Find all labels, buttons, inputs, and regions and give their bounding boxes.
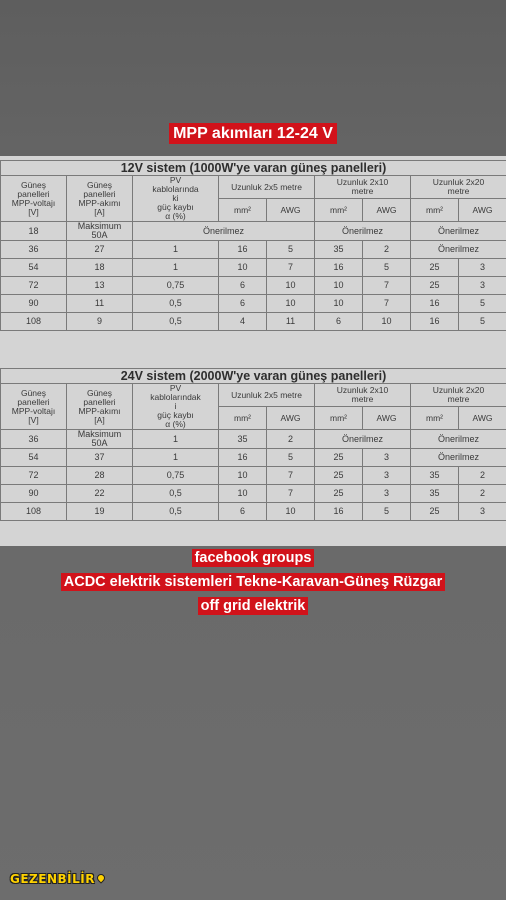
cell-2x10-mm2: 16 [315, 503, 363, 521]
cell-loss: 0,75 [133, 467, 219, 485]
cell-2x5-awg: 10 [267, 277, 315, 295]
cell-2x10: Önerilmez [315, 430, 411, 449]
mm2-header: mm² [411, 199, 459, 222]
table-24v [0, 368, 506, 521]
cell-2x10-awg: 5 [363, 259, 411, 277]
cell-2x20-awg: 2 [459, 485, 506, 503]
cell-2x20-mm2: 25 [411, 503, 459, 521]
cell-2x20-awg: 3 [459, 503, 506, 521]
header-line: Güneş [20, 179, 47, 190]
cell-2x5-mm2: 10 [219, 485, 267, 503]
header-line: [A] [94, 206, 105, 217]
cell-loss-and-2x5: Önerilmez [133, 222, 315, 241]
awg-header: AWG [267, 407, 315, 430]
top-caption [0, 124, 506, 144]
awg-header: AWG [363, 199, 411, 222]
table-24v-body [1, 430, 506, 521]
awg-header: AWG [459, 199, 506, 222]
cell-2x20-awg: 5 [459, 295, 506, 313]
gezenbilir-logo [10, 872, 105, 890]
logo-text: GEZENBİLİR [10, 872, 95, 886]
cell-loss: 1 [133, 241, 219, 259]
col-current-header [67, 176, 133, 222]
map-pin-icon [95, 872, 106, 883]
cell-2x20: Önerilmez [411, 241, 506, 259]
table-24v-title: 24V sistem (2000W'ye varan güneş panelleri) [1, 369, 506, 384]
header-line: metre [351, 186, 374, 196]
len-2x10-header [315, 384, 411, 407]
cell-2x5-mm2: 16 [219, 241, 267, 259]
cell-current: 11 [67, 295, 133, 313]
len-2x5-header: Uzunluk 2x5 metre [219, 176, 315, 199]
cell-2x10: Önerilmez [315, 222, 411, 241]
cell-voltage: 18 [1, 222, 67, 241]
header-line: Güneş [86, 179, 113, 190]
cell-loss: 1 [133, 449, 219, 467]
header-line: MPP-akımı [78, 405, 121, 416]
cell-2x10-mm2: 16 [315, 259, 363, 277]
header-line: MPP-akımı [78, 197, 121, 208]
col-loss-header [133, 176, 219, 222]
cell-2x20-awg: 5 [459, 313, 506, 331]
cell-2x5-awg: 5 [267, 449, 315, 467]
cell-2x10-awg: 7 [363, 295, 411, 313]
header-line: Güneş [20, 387, 47, 398]
len-2x10-header [315, 176, 411, 199]
header-line: MPP-voltajı [11, 197, 56, 208]
cell-2x10-awg: 3 [363, 449, 411, 467]
col-loss-header [133, 384, 219, 430]
cell-voltage: 54 [1, 449, 67, 467]
cell-2x10-awg: 5 [363, 503, 411, 521]
table-row [1, 430, 506, 449]
cell-2x10-mm2: 25 [315, 485, 363, 503]
cell-2x5-mm2: 6 [219, 503, 267, 521]
cell-current: 28 [67, 467, 133, 485]
cell-voltage: 90 [1, 485, 67, 503]
table-row [1, 241, 506, 259]
cell-loss: 1 [133, 259, 219, 277]
mm2-header: mm² [315, 199, 363, 222]
cell-2x20-mm2: 35 [411, 467, 459, 485]
header-line: Güneş [86, 387, 113, 398]
cell-2x5-awg: 7 [267, 259, 315, 277]
header-line: α (%) [165, 211, 186, 221]
cell-voltage: 36 [1, 430, 67, 449]
bottom-caption [0, 546, 506, 618]
cell-loss: 0,5 [133, 503, 219, 521]
cell-2x20-awg: 2 [459, 467, 506, 485]
len-2x20-header [411, 176, 506, 199]
bottom-caption-line2: ACDC elektrik sistemleri Tekne-Karavan-Güneş Rüzgar [61, 573, 445, 591]
header-line: MPP-voltajı [11, 405, 56, 416]
header-line: Uzunluk 2x20 [432, 177, 485, 187]
header-line: kablolarında [152, 184, 199, 194]
mm2-header: mm² [315, 407, 363, 430]
header-line: güç kaybı [157, 410, 194, 420]
cell-2x10-awg: 3 [363, 485, 411, 503]
cell-2x5-awg: 10 [267, 503, 315, 521]
cell-2x5-awg: 7 [267, 485, 315, 503]
cell-voltage: 54 [1, 259, 67, 277]
header-line: α (%) [165, 419, 186, 429]
cell-2x20-mm2: 25 [411, 277, 459, 295]
table-row [1, 295, 506, 313]
cell-voltage: 108 [1, 313, 67, 331]
cell-voltage: 108 [1, 503, 67, 521]
cell-current: 27 [67, 241, 133, 259]
col-voltage-header [1, 176, 67, 222]
bottom-caption-line1: facebook groups [192, 549, 315, 567]
cell-voltage: 72 [1, 277, 67, 295]
cell-2x10-mm2: 25 [315, 467, 363, 485]
cell-current: Maksimum 50A [67, 430, 133, 449]
cell-voltage: 90 [1, 295, 67, 313]
cell-current: 37 [67, 449, 133, 467]
cell-current: 18 [67, 259, 133, 277]
cell-2x20-mm2: 16 [411, 295, 459, 313]
mm2-header: mm² [219, 407, 267, 430]
cell-loss: 0,5 [133, 295, 219, 313]
cell-2x5-mm2: 4 [219, 313, 267, 331]
cell-current: Maksimum 50A [67, 222, 133, 241]
header-line: [V] [28, 206, 39, 217]
table-row [1, 485, 506, 503]
cell-2x10-mm2: 25 [315, 449, 363, 467]
header-line: panelleri [17, 188, 50, 199]
header-line: metre [447, 394, 470, 404]
cell-2x20: Önerilmez [411, 430, 506, 449]
cell-current: 9 [67, 313, 133, 331]
bottom-caption-line3: off grid elektrik [198, 597, 309, 615]
cell-2x5-mm2: 10 [219, 259, 267, 277]
table-row [1, 467, 506, 485]
col-voltage-header [1, 384, 67, 430]
table-12v-title: 12V sistem (1000W'ye varan güneş panelleri) [1, 161, 506, 176]
cell-voltage: 72 [1, 467, 67, 485]
mm2-header: mm² [411, 407, 459, 430]
top-caption-text: MPP akımları 12-24 V [169, 123, 337, 144]
cell-2x20: Önerilmez [411, 222, 506, 241]
awg-header: AWG [363, 407, 411, 430]
header-line: [V] [28, 414, 39, 425]
col-current-header [67, 384, 133, 430]
table-12v-body [1, 222, 506, 331]
cell-loss: 0,5 [133, 485, 219, 503]
cell-2x5-awg: 10 [267, 295, 315, 313]
cell-2x5-mm2: 6 [219, 295, 267, 313]
cell-2x10-mm2: 10 [315, 277, 363, 295]
cell-2x10-mm2: 6 [315, 313, 363, 331]
table-12v-header [1, 161, 506, 222]
cell-loss: 1 [133, 430, 219, 449]
table-row [1, 259, 506, 277]
header-line: metre [351, 394, 374, 404]
header-line: Uzunluk 2x10 [336, 385, 389, 395]
cell-2x20-awg: 3 [459, 259, 506, 277]
mm2-header: mm² [219, 199, 267, 222]
header-line: Uzunluk 2x20 [432, 385, 485, 395]
table-row [1, 222, 506, 241]
cell-loss: 0,75 [133, 277, 219, 295]
cell-2x20-awg: 3 [459, 277, 506, 295]
cell-current: 22 [67, 485, 133, 503]
table-row [1, 313, 506, 331]
cell-2x5-awg: 5 [267, 241, 315, 259]
header-line: kablolarındak [150, 392, 201, 402]
cell-2x10-mm2: 35 [315, 241, 363, 259]
header-line: i [174, 401, 177, 411]
table-row [1, 449, 506, 467]
cable-table-photo [0, 156, 506, 546]
cell-2x20-mm2: 25 [411, 259, 459, 277]
cell-2x20: Önerilmez [411, 449, 506, 467]
cell-2x20-mm2: 35 [411, 485, 459, 503]
cell-2x5-awg: 7 [267, 467, 315, 485]
cell-2x5-mm2: 35 [219, 430, 267, 449]
header-line: güç kaybı [157, 202, 194, 212]
cell-2x10-mm2: 10 [315, 295, 363, 313]
len-2x5-header: Uzunluk 2x5 metre [219, 384, 315, 407]
awg-header: AWG [267, 199, 315, 222]
header-line: PV [169, 383, 182, 393]
table-row [1, 503, 506, 521]
header-line: Uzunluk 2x10 [336, 177, 389, 187]
cell-2x5-awg: 11 [267, 313, 315, 331]
cell-2x5-awg: 2 [267, 430, 315, 449]
table-row [1, 277, 506, 295]
header-line: [A] [94, 414, 105, 425]
header-line: panelleri [83, 396, 116, 407]
cell-2x10-awg: 3 [363, 467, 411, 485]
header-line: PV [169, 175, 182, 185]
table-24v-header [1, 369, 506, 430]
cell-2x10-awg: 2 [363, 241, 411, 259]
header-line: panelleri [17, 396, 50, 407]
cell-2x10-awg: 7 [363, 277, 411, 295]
cell-voltage: 36 [1, 241, 67, 259]
len-2x20-header [411, 384, 506, 407]
table-12v [0, 160, 506, 331]
cell-loss: 0,5 [133, 313, 219, 331]
cell-current: 13 [67, 277, 133, 295]
cell-current: 19 [67, 503, 133, 521]
cell-2x5-mm2: 16 [219, 449, 267, 467]
cell-2x10-awg: 10 [363, 313, 411, 331]
cell-2x5-mm2: 10 [219, 467, 267, 485]
header-line: ki [172, 193, 179, 203]
awg-header: AWG [459, 407, 506, 430]
header-line: panelleri [83, 188, 116, 199]
cell-2x20-mm2: 16 [411, 313, 459, 331]
header-line: metre [447, 186, 470, 196]
cell-2x5-mm2: 6 [219, 277, 267, 295]
